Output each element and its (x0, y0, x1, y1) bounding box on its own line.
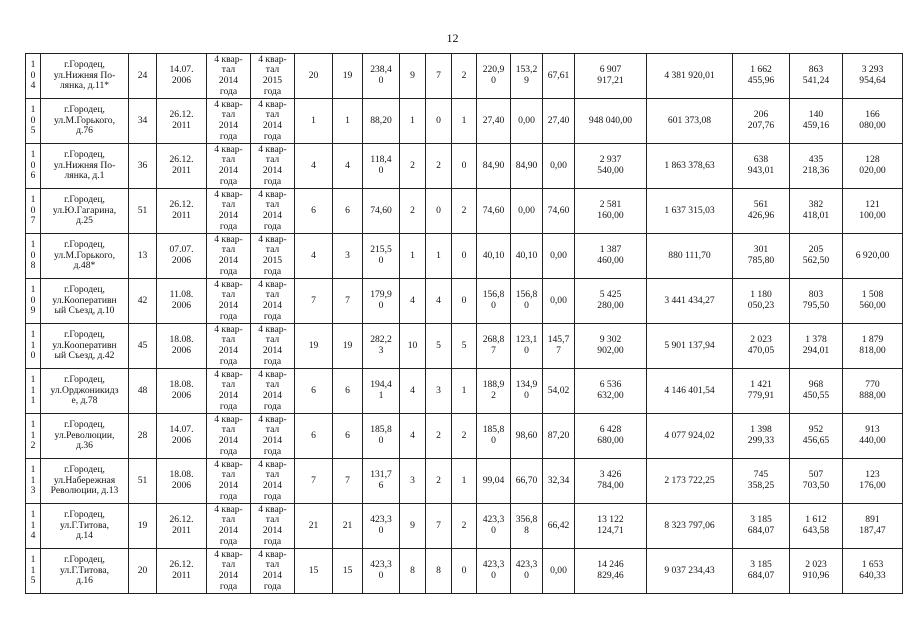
cell-end: 4 квар- тал 2014 года (251, 414, 295, 459)
page-number: 12 (446, 31, 459, 45)
cell-c14: 98,60 (511, 414, 543, 459)
cell-end: 4 квар- тал 2014 года (251, 99, 295, 144)
cell-cost_d: 913 440,00 (843, 414, 903, 459)
cell-c14: 40,10 (511, 234, 543, 279)
cell-start: 4 квар- тал 2014 года (207, 99, 251, 144)
cell-cost_b: 3 185 684,07 (733, 504, 790, 549)
cell-c13: 74,60 (477, 189, 511, 234)
cell-area_total: 179,9 0 (363, 279, 400, 324)
cell-c15: 0,00 (543, 144, 575, 189)
cell-end: 4 квар- тал 2014 года (251, 324, 295, 369)
cell-area_total: 238,4 0 (363, 54, 400, 99)
cell-c7: 4 (295, 144, 333, 189)
cell-cost_b: 638 943,01 (733, 144, 790, 189)
cell-c3: 48 (129, 369, 157, 414)
cell-c12: 1 (452, 369, 477, 414)
cell-c7: 4 (295, 234, 333, 279)
cell-c11: 1 (426, 234, 452, 279)
cell-cost_a: 4 146 401,54 (647, 369, 733, 414)
cell-c13: 268,8 7 (477, 324, 511, 369)
cell-cost_d: 1 508 560,00 (843, 279, 903, 324)
cell-date: 18.08. 2006 (157, 369, 207, 414)
cell-cost_a: 880 111,70 (647, 234, 733, 279)
cell-date: 18.08. 2006 (157, 324, 207, 369)
cell-c13: 27,40 (477, 99, 511, 144)
cell-cost_a: 9 037 234,43 (647, 549, 733, 594)
cell-cost_d: 166 080,00 (843, 99, 903, 144)
table-row (26, 324, 903, 369)
cell-c14: 0,00 (511, 189, 543, 234)
cell-c7: 1 (295, 99, 333, 144)
table-row (26, 414, 903, 459)
cell-c7: 21 (295, 504, 333, 549)
cell-cost_b: 745 358,25 (733, 459, 790, 504)
cell-date: 26.12. 2011 (157, 99, 207, 144)
cell-cost_b: 1 662 455,96 (733, 54, 790, 99)
cell-c13: 40,10 (477, 234, 511, 279)
cell-c8: 19 (333, 324, 363, 369)
cell-cost_b: 1 421 779,91 (733, 369, 790, 414)
cell-cost_c: 382 418,01 (790, 189, 843, 234)
cell-cost_d: 1 653 640,33 (843, 549, 903, 594)
cell-date: 11.08. 2006 (157, 279, 207, 324)
cell-area_total: 88,20 (363, 99, 400, 144)
cell-c15: 27,40 (543, 99, 575, 144)
cell-cost_b: 1 180 050,23 (733, 279, 790, 324)
cell-start: 4 квар- тал 2014 года (207, 234, 251, 279)
cell-c12: 0 (452, 549, 477, 594)
cell-date: 26.12. 2011 (157, 549, 207, 594)
cell-c14: 134,9 0 (511, 369, 543, 414)
cell-address: г.Городец, ул.Кооперативн ый Съезд, д.42 (41, 324, 129, 369)
cell-idx: 1 0 6 (26, 144, 41, 189)
cell-cost_c: 1 378 294,01 (790, 324, 843, 369)
cell-c11: 2 (426, 144, 452, 189)
cell-end: 4 квар- тал 2014 года (251, 549, 295, 594)
cell-c8: 7 (333, 459, 363, 504)
cell-c8: 4 (333, 144, 363, 189)
cell-start: 4 квар- тал 2014 года (207, 324, 251, 369)
cell-c14: 423,3 0 (511, 549, 543, 594)
cell-cost_b: 301 785,80 (733, 234, 790, 279)
cell-cost_total: 14 246 829,46 (575, 549, 647, 594)
cell-date: 26.12. 2011 (157, 189, 207, 234)
cell-c13: 423,3 0 (477, 504, 511, 549)
table-row (26, 234, 903, 279)
cell-address: г.Городец, ул.Нижняя По- лянка, д.1 (41, 144, 129, 189)
cell-c13: 188,9 2 (477, 369, 511, 414)
cell-cost_d: 1 879 818,00 (843, 324, 903, 369)
cell-c7: 7 (295, 279, 333, 324)
cell-c10: 10 (400, 324, 426, 369)
cell-cost_b: 3 185 684,07 (733, 549, 790, 594)
cell-cost_b: 2 023 470,05 (733, 324, 790, 369)
cell-address: г.Городец, ул.М.Горького, д.76 (41, 99, 129, 144)
cell-c11: 5 (426, 324, 452, 369)
cell-address: г.Городец, ул.Набережная Революции, д.13 (41, 459, 129, 504)
cell-c13: 99,04 (477, 459, 511, 504)
cell-cost_c: 205 562,50 (790, 234, 843, 279)
cell-c3: 19 (129, 504, 157, 549)
cell-date: 14.07. 2006 (157, 54, 207, 99)
cell-cost_total: 13 122 124,71 (575, 504, 647, 549)
cell-date: 18.08. 2006 (157, 459, 207, 504)
table-row (26, 144, 903, 189)
cell-c14: 84,90 (511, 144, 543, 189)
cell-c15: 74,60 (543, 189, 575, 234)
cell-c14: 356,8 8 (511, 504, 543, 549)
cell-end: 4 квар- тал 2014 года (251, 459, 295, 504)
cell-date: 26.12. 2011 (157, 504, 207, 549)
table-row (26, 459, 903, 504)
cell-c12: 1 (452, 459, 477, 504)
cell-address: г.Городец, ул.М.Горького, д.48* (41, 234, 129, 279)
cell-c15: 87,20 (543, 414, 575, 459)
cell-end: 4 квар- тал 2014 года (251, 504, 295, 549)
cell-c12: 2 (452, 54, 477, 99)
table-row (26, 189, 903, 234)
cell-c3: 51 (129, 189, 157, 234)
cell-c3: 20 (129, 549, 157, 594)
cell-start: 4 квар- тал 2014 года (207, 459, 251, 504)
cell-c14: 156,8 0 (511, 279, 543, 324)
table-row (26, 99, 903, 144)
cell-c14: 123,1 0 (511, 324, 543, 369)
cell-idx: 1 1 1 (26, 369, 41, 414)
cell-c8: 6 (333, 369, 363, 414)
cell-c10: 8 (400, 549, 426, 594)
cell-cost_c: 2 023 910,96 (790, 549, 843, 594)
cell-cost_c: 863 541,24 (790, 54, 843, 99)
cell-cost_total: 2 937 540,00 (575, 144, 647, 189)
cell-c15: 32,34 (543, 459, 575, 504)
cell-c10: 2 (400, 144, 426, 189)
cell-area_total: 131,7 6 (363, 459, 400, 504)
cell-cost_d: 123 176,00 (843, 459, 903, 504)
cell-cost_d: 770 888,00 (843, 369, 903, 414)
cell-cost_total: 6 428 680,00 (575, 414, 647, 459)
cell-cost_c: 803 795,50 (790, 279, 843, 324)
cell-cost_a: 8 323 797,06 (647, 504, 733, 549)
cell-c13: 156,8 0 (477, 279, 511, 324)
cell-cost_c: 1 612 643,58 (790, 504, 843, 549)
cell-date: 26.12. 2011 (157, 144, 207, 189)
cell-c8: 3 (333, 234, 363, 279)
housing-program-table (25, 53, 903, 594)
cell-cost_d: 121 100,00 (843, 189, 903, 234)
cell-c8: 6 (333, 414, 363, 459)
cell-c15: 145,7 7 (543, 324, 575, 369)
cell-idx: 1 0 7 (26, 189, 41, 234)
cell-start: 4 квар- тал 2014 года (207, 414, 251, 459)
cell-cost_c: 507 703,50 (790, 459, 843, 504)
cell-cost_total: 1 387 460,00 (575, 234, 647, 279)
table-row (26, 549, 903, 594)
cell-c11: 0 (426, 99, 452, 144)
cell-c10: 1 (400, 234, 426, 279)
cell-idx: 1 1 5 (26, 549, 41, 594)
table-row (26, 279, 903, 324)
cell-c10: 9 (400, 504, 426, 549)
cell-c15: 66,42 (543, 504, 575, 549)
cell-idx: 1 1 3 (26, 459, 41, 504)
cell-c12: 0 (452, 144, 477, 189)
cell-idx: 1 0 8 (26, 234, 41, 279)
cell-start: 4 квар- тал 2014 года (207, 504, 251, 549)
cell-cost_a: 1 637 315,03 (647, 189, 733, 234)
cell-idx: 1 1 0 (26, 324, 41, 369)
cell-address: г.Городец, ул.Кооперативн ый Съезд, д.10 (41, 279, 129, 324)
cell-start: 4 квар- тал 2014 года (207, 54, 251, 99)
cell-c3: 34 (129, 99, 157, 144)
cell-cost_a: 601 373,08 (647, 99, 733, 144)
cell-cost_d: 6 920,00 (843, 234, 903, 279)
cell-end: 4 квар- тал 2015 года (251, 54, 295, 99)
cell-c7: 19 (295, 324, 333, 369)
cell-cost_c: 968 450,55 (790, 369, 843, 414)
cell-idx: 1 0 9 (26, 279, 41, 324)
cell-cost_b: 561 426,96 (733, 189, 790, 234)
cell-c10: 2 (400, 189, 426, 234)
cell-c8: 15 (333, 549, 363, 594)
cell-address: г.Городец, ул.Нижняя По- лянка, д.11* (41, 54, 129, 99)
cell-c3: 24 (129, 54, 157, 99)
cell-address: г.Городец, ул.Ю.Гагарина, д.25 (41, 189, 129, 234)
cell-start: 4 квар- тал 2014 года (207, 189, 251, 234)
cell-cost_d: 128 020,00 (843, 144, 903, 189)
cell-address: г.Городец, ул.Революции, д.36 (41, 414, 129, 459)
cell-end: 4 квар- тал 2015 года (251, 234, 295, 279)
cell-c13: 423,3 0 (477, 549, 511, 594)
cell-idx: 1 0 4 (26, 54, 41, 99)
cell-c10: 4 (400, 414, 426, 459)
cell-cost_a: 5 901 137,94 (647, 324, 733, 369)
cell-cost_total: 5 425 280,00 (575, 279, 647, 324)
cell-start: 4 квар- тал 2014 года (207, 279, 251, 324)
cell-c11: 7 (426, 54, 452, 99)
cell-idx: 1 1 4 (26, 504, 41, 549)
cell-c3: 51 (129, 459, 157, 504)
cell-cost_total: 3 426 784,00 (575, 459, 647, 504)
cell-c7: 6 (295, 369, 333, 414)
cell-c11: 4 (426, 279, 452, 324)
cell-end: 4 квар- тал 2014 года (251, 189, 295, 234)
cell-c12: 2 (452, 414, 477, 459)
cell-c8: 19 (333, 54, 363, 99)
cell-c14: 0,00 (511, 99, 543, 144)
cell-start: 4 квар- тал 2014 года (207, 144, 251, 189)
cell-c3: 36 (129, 144, 157, 189)
table-body (26, 54, 903, 594)
cell-c12: 0 (452, 234, 477, 279)
cell-c11: 3 (426, 369, 452, 414)
table-row (26, 504, 903, 549)
cell-area_total: 423,3 0 (363, 549, 400, 594)
cell-cost_d: 891 187,47 (843, 504, 903, 549)
cell-c12: 1 (452, 99, 477, 144)
cell-cost_total: 2 581 160,00 (575, 189, 647, 234)
cell-area_total: 215,5 0 (363, 234, 400, 279)
cell-c11: 0 (426, 189, 452, 234)
cell-c3: 28 (129, 414, 157, 459)
cell-idx: 1 1 2 (26, 414, 41, 459)
cell-area_total: 194,4 1 (363, 369, 400, 414)
cell-c12: 5 (452, 324, 477, 369)
cell-area_total: 185,8 0 (363, 414, 400, 459)
cell-c8: 7 (333, 279, 363, 324)
cell-area_total: 423,3 0 (363, 504, 400, 549)
cell-c10: 4 (400, 369, 426, 414)
cell-c14: 66,70 (511, 459, 543, 504)
cell-c3: 13 (129, 234, 157, 279)
cell-c10: 4 (400, 279, 426, 324)
cell-cost_total: 9 302 902,00 (575, 324, 647, 369)
cell-area_total: 282,2 3 (363, 324, 400, 369)
cell-c13: 84,90 (477, 144, 511, 189)
cell-date: 14.07. 2006 (157, 414, 207, 459)
cell-idx: 1 0 5 (26, 99, 41, 144)
cell-cost_a: 4 381 920,01 (647, 54, 733, 99)
cell-cost_total: 6 536 632,00 (575, 369, 647, 414)
cell-c8: 1 (333, 99, 363, 144)
cell-c12: 0 (452, 279, 477, 324)
cell-c7: 7 (295, 459, 333, 504)
cell-cost_b: 1 398 299,33 (733, 414, 790, 459)
cell-cost_a: 1 863 378,63 (647, 144, 733, 189)
cell-cost_total: 948 040,00 (575, 99, 647, 144)
cell-address: г.Городец, ул.Г.Титова, д.16 (41, 549, 129, 594)
cell-cost_a: 3 441 434,27 (647, 279, 733, 324)
cell-c8: 6 (333, 189, 363, 234)
cell-c11: 8 (426, 549, 452, 594)
cell-area_total: 118,4 0 (363, 144, 400, 189)
cell-c7: 6 (295, 414, 333, 459)
cell-c7: 6 (295, 189, 333, 234)
cell-c7: 20 (295, 54, 333, 99)
cell-date: 07.07. 2006 (157, 234, 207, 279)
cell-c10: 3 (400, 459, 426, 504)
cell-c14: 153,2 9 (511, 54, 543, 99)
cell-end: 4 квар- тал 2014 года (251, 144, 295, 189)
cell-c8: 21 (333, 504, 363, 549)
cell-address: г.Городец, ул.Г.Титова, д.14 (41, 504, 129, 549)
cell-address: г.Городец, ул.Орджоникидз е, д.78 (41, 369, 129, 414)
cell-cost_c: 435 218,36 (790, 144, 843, 189)
table-row (26, 54, 903, 99)
cell-c15: 67,61 (543, 54, 575, 99)
cell-c11: 2 (426, 459, 452, 504)
cell-end: 4 квар- тал 2014 года (251, 279, 295, 324)
cell-cost_total: 6 907 917,21 (575, 54, 647, 99)
cell-c12: 2 (452, 504, 477, 549)
cell-c3: 45 (129, 324, 157, 369)
cell-cost_a: 4 077 924,02 (647, 414, 733, 459)
cell-c7: 15 (295, 549, 333, 594)
cell-c12: 2 (452, 189, 477, 234)
cell-c13: 220,9 0 (477, 54, 511, 99)
table-row (26, 369, 903, 414)
cell-c15: 0,00 (543, 234, 575, 279)
cell-c15: 0,00 (543, 549, 575, 594)
cell-start: 4 квар- тал 2014 года (207, 549, 251, 594)
cell-c11: 7 (426, 504, 452, 549)
cell-start: 4 квар- тал 2014 года (207, 369, 251, 414)
cell-c15: 0,00 (543, 279, 575, 324)
cell-c10: 9 (400, 54, 426, 99)
cell-c10: 1 (400, 99, 426, 144)
cell-cost_c: 952 456,65 (790, 414, 843, 459)
cell-c3: 42 (129, 279, 157, 324)
cell-end: 4 квар- тал 2014 года (251, 369, 295, 414)
cell-area_total: 74,60 (363, 189, 400, 234)
cell-c13: 185,8 0 (477, 414, 511, 459)
cell-cost_b: 206 207,76 (733, 99, 790, 144)
cell-cost_a: 2 173 722,25 (647, 459, 733, 504)
cell-cost_c: 140 459,16 (790, 99, 843, 144)
cell-c11: 2 (426, 414, 452, 459)
cell-c15: 54,02 (543, 369, 575, 414)
cell-cost_d: 3 293 954,64 (843, 54, 903, 99)
